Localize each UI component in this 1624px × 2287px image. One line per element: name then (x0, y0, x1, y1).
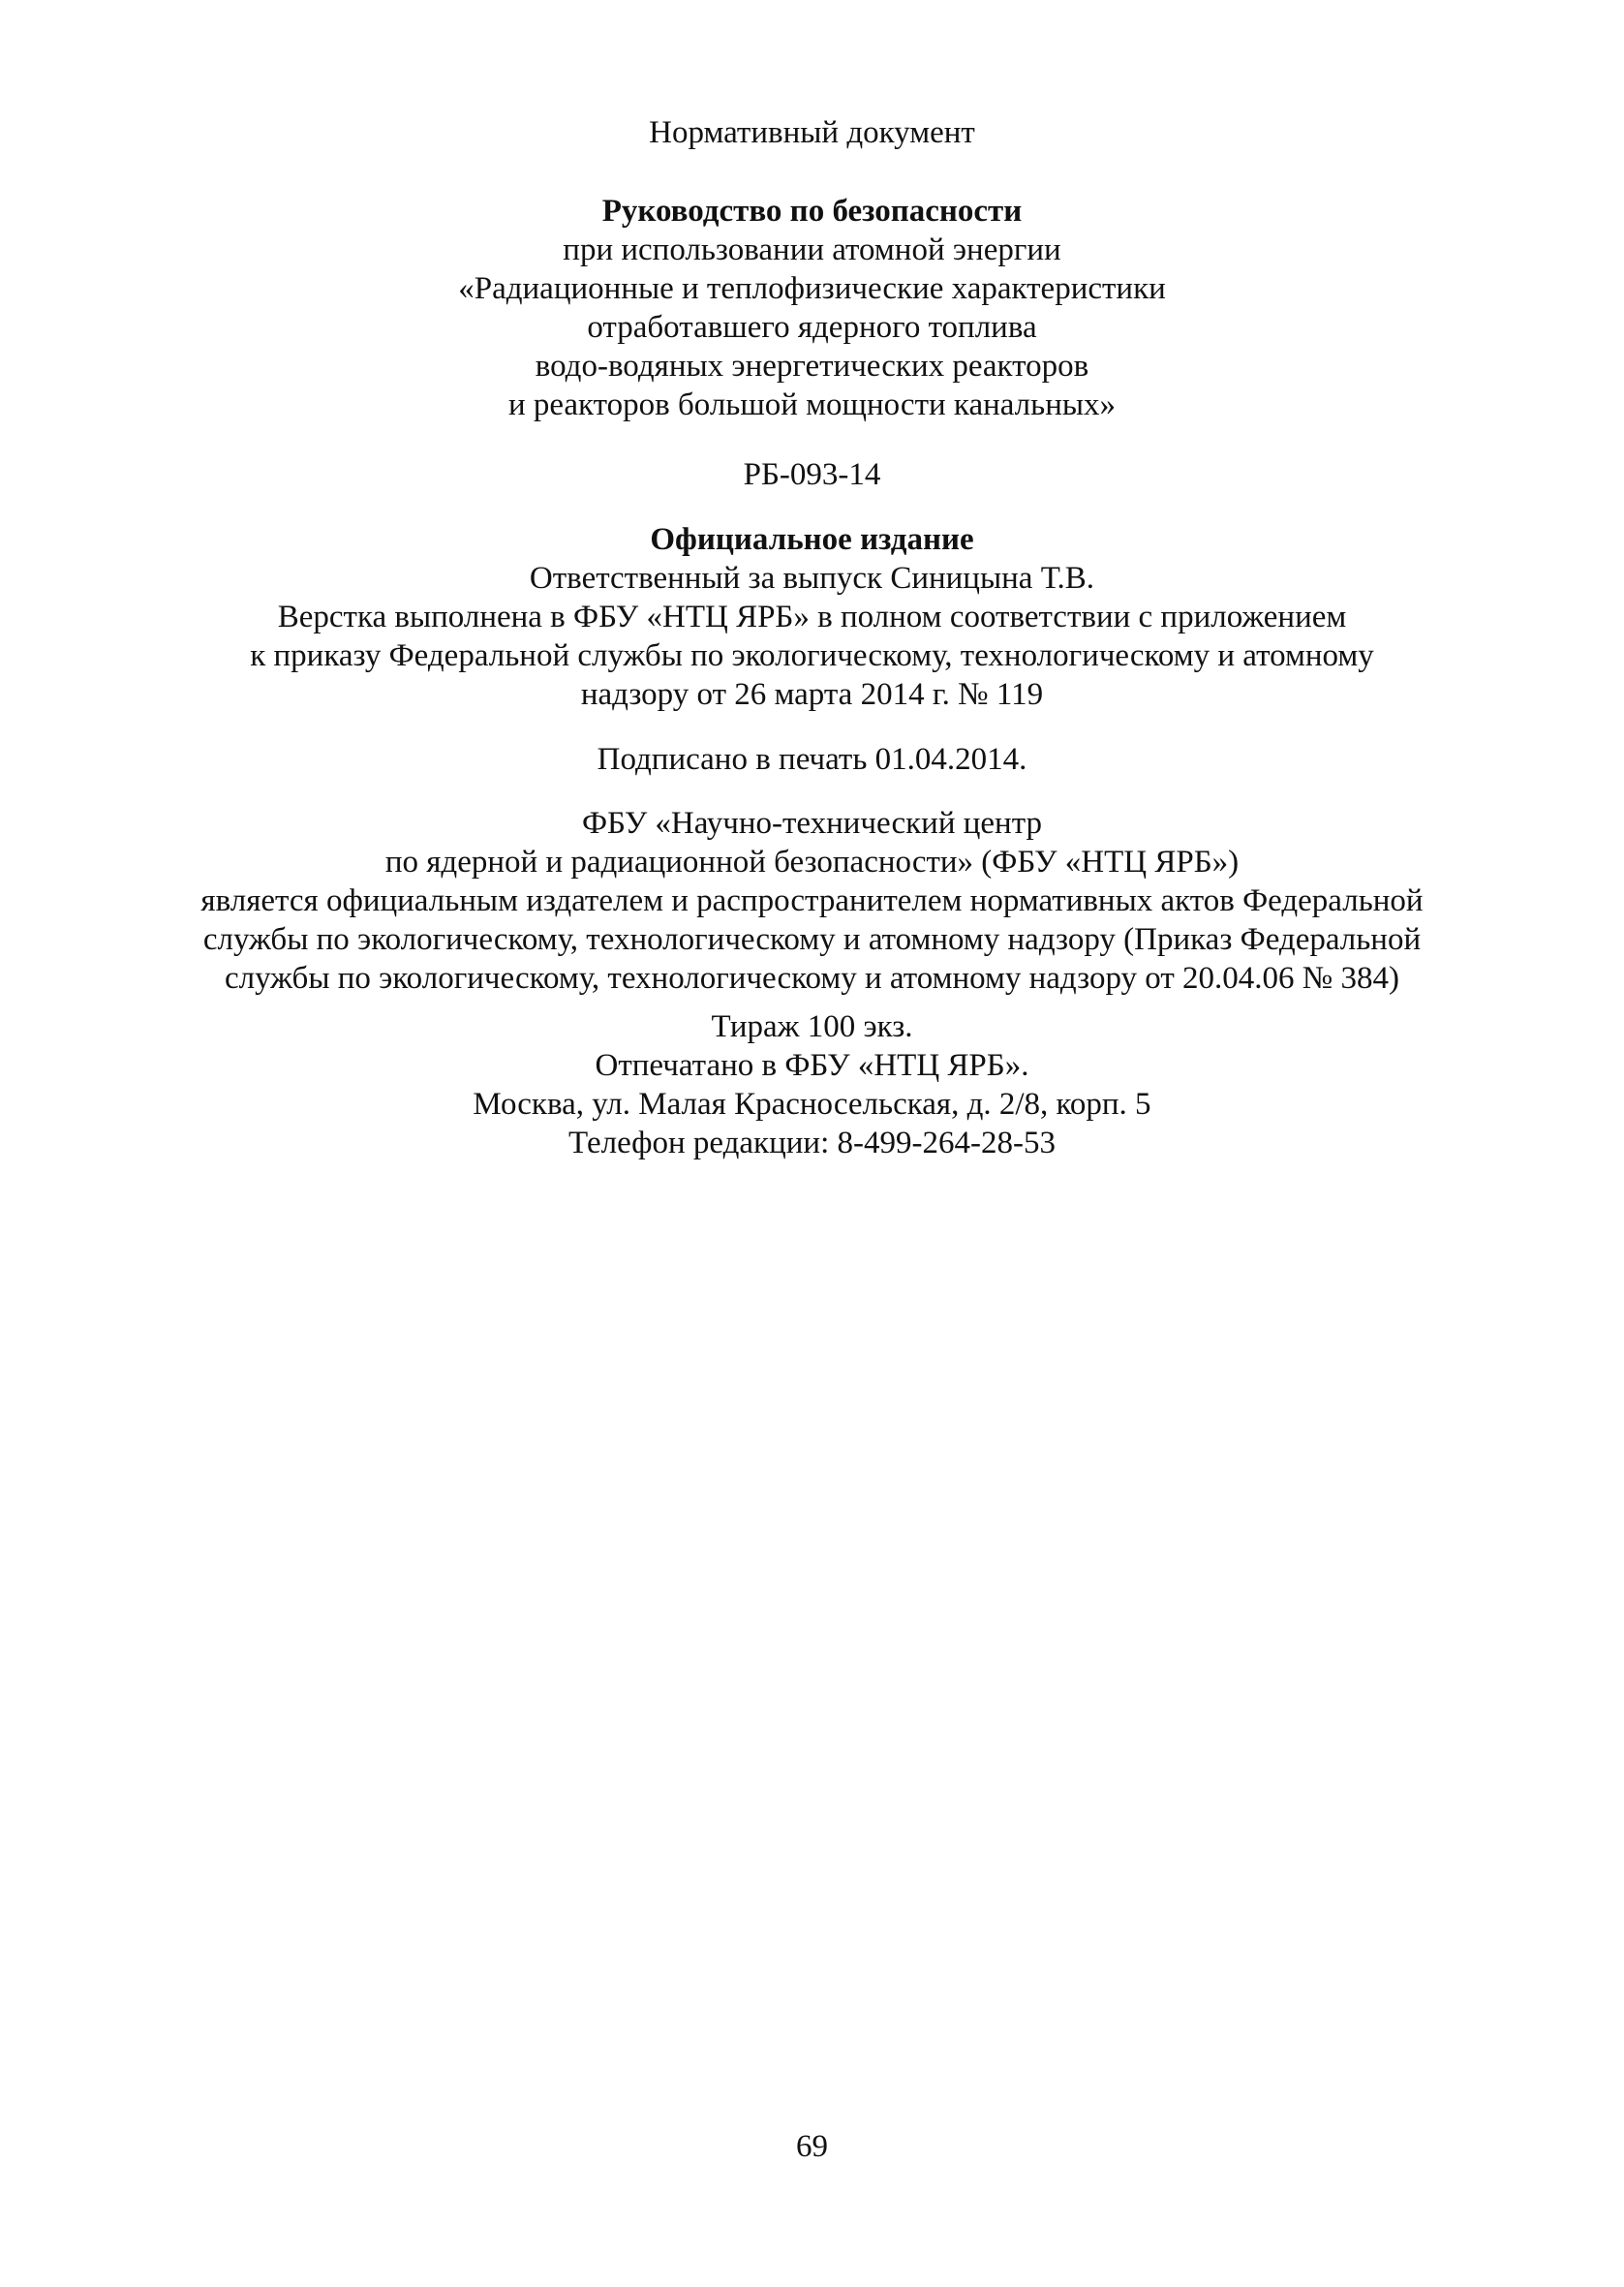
document-code (126, 455, 1498, 494)
signed-to-print-label: Подписано в печать 01.04.2014. (597, 742, 1027, 777)
publisher-line: ФБУ «Научно-технический центр (581, 806, 1043, 841)
publisher-line: по ядерной и радиационной безопасности» (ФБУ «НТЦ ЯРБ») (384, 845, 1240, 880)
print-line: Телефон редакции: 8-499-264-28-53 (568, 1126, 1056, 1160)
print-line: Москва, ул. Малая Красносельская, д. 2/8, корп. 5 (473, 1087, 1151, 1122)
title-line: и реакторов большой мощности канальных» (507, 387, 1117, 422)
page-number: 69 (796, 2129, 828, 2164)
official-line: надзору от 26 марта 2014 г. № 119 (580, 677, 1044, 712)
title-line: при использовании атомной энергии (563, 232, 1061, 267)
title-line: отработавшего ядерного топлива (587, 310, 1037, 345)
document-code-label: РБ-093-14 (743, 457, 881, 492)
publisher-line: службы по экологическому, технологическому и атомному надзору от 20.04.06 № 384) (224, 961, 1399, 996)
signed-to-print (126, 740, 1498, 779)
title-heading: Руководство по безопасности (601, 194, 1023, 229)
official-line: Ответственный за выпуск Синицына Т.В. (529, 561, 1095, 596)
publisher-line: является официальным издателем и распространителем нормативных актов Федеральной (200, 883, 1424, 918)
official-line: к приказу Федеральной службы по экологическому, технологическому и атомному (250, 638, 1374, 673)
title-block (126, 192, 1498, 424)
publisher-line: службы по экологическому, технологическому и атомному надзору (Приказ Федеральной (202, 922, 1422, 957)
official-line: Верстка выполнена в ФБУ «НТЦ ЯРБ» в полном соответствии с приложением (277, 600, 1347, 634)
print-info-block (126, 1007, 1498, 1162)
print-line: Тираж 100 экз. (711, 1009, 913, 1044)
official-edition-heading: Официальное издание (650, 522, 974, 557)
print-line: Отпечатано в ФБУ «НТЦ ЯРБ». (595, 1048, 1029, 1083)
title-line: «Радиационные и теплофизические характеристики (458, 271, 1166, 306)
document-type-label: Нормативный документ (649, 115, 975, 150)
official-edition-block (126, 520, 1498, 714)
title-line: водо-водяных энергетических реакторов (535, 349, 1089, 384)
publisher-block (126, 804, 1498, 998)
document-type (126, 113, 1498, 152)
